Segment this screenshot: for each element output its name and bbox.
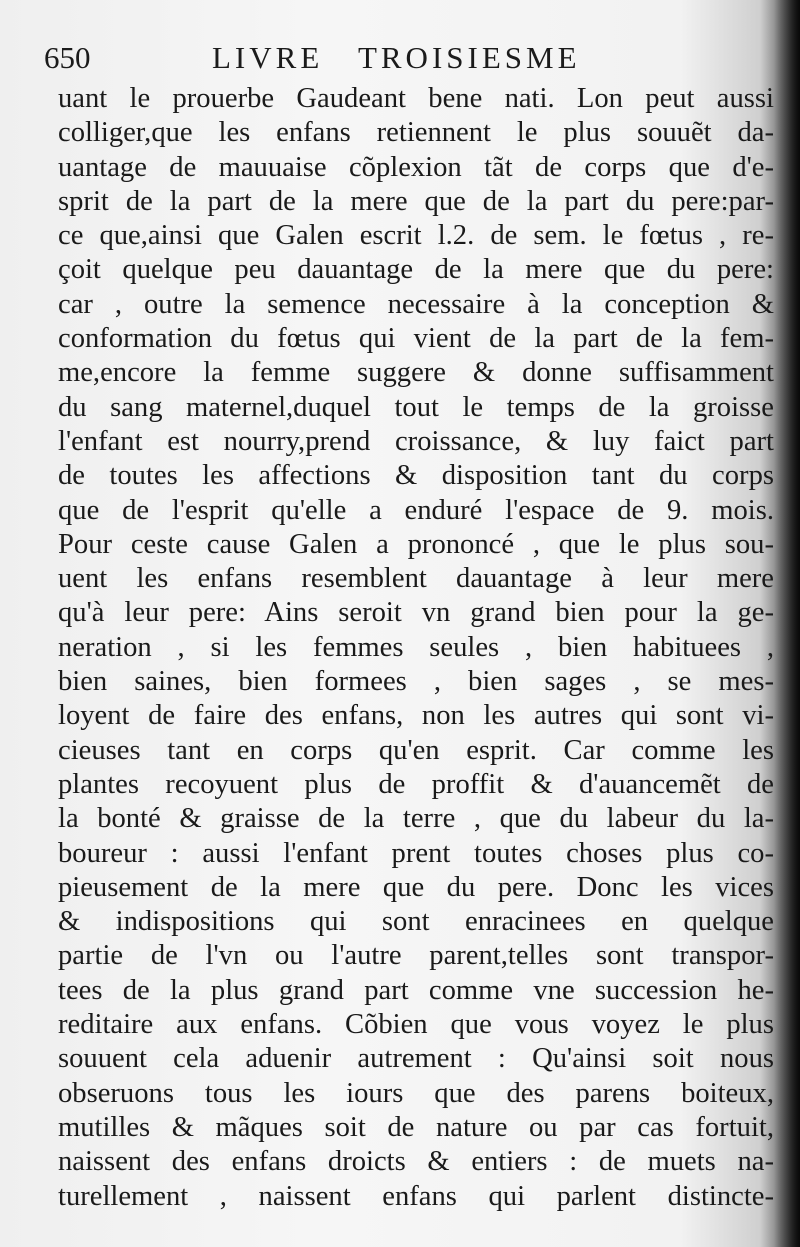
text-line: souuent cela aduenir autrement : Qu'ainsi soit nous bbox=[58, 1043, 774, 1075]
text-line: partie de l'vn ou l'autre parent,telles sont transpor- bbox=[58, 940, 774, 972]
text-line: plantes recoyuent plus de proffit & d'auancemẽt de bbox=[58, 768, 774, 800]
text-line: du sang maternel,duquel tout le temps de la groisse bbox=[58, 391, 774, 423]
text-line: sprit de la part de la mere que de la part du pere:par- bbox=[58, 185, 774, 217]
page-number: 650 bbox=[44, 40, 91, 75]
text-line: & indispositions qui sont enracinees en quelque bbox=[58, 906, 774, 938]
text-line: que de l'esprit qu'elle a enduré l'espace de 9. mois. bbox=[58, 494, 774, 526]
text-line: uant le prouerbe Gaudeant bene nati. Lon peut aussi bbox=[58, 83, 774, 114]
text-line: mutilles & mãques soit de nature ou par cas fortuit, bbox=[58, 1111, 774, 1143]
text-line: naissent des enfans droicts & entiers : de muets na- bbox=[58, 1146, 774, 1178]
text-line: uantage de mauuaise cõplexion tãt de corps que d'e- bbox=[58, 151, 774, 183]
text-line: boureur : aussi l'enfant prent toutes choses plus co- bbox=[58, 837, 774, 869]
text-line: reditaire aux enfans. Cõbien que vous voyez le plus bbox=[58, 1009, 774, 1041]
text-line: cieuses tant en corps qu'en esprit. Car comme les bbox=[58, 734, 774, 766]
text-line: l'enfant est nourry,prend croissance, & luy faict part bbox=[58, 425, 774, 457]
body-text bbox=[58, 82, 774, 1214]
text-line: tees de la plus grand part comme vne succession he- bbox=[58, 974, 774, 1006]
text-line: me,encore la femme suggere & donne suffisamment bbox=[58, 357, 774, 389]
text-line: çoit quelque peu dauantage de la mere que du pere: bbox=[58, 254, 774, 286]
text-line: la bonté & graisse de la terre , que du labeur du la- bbox=[58, 803, 774, 835]
text-line: bien saines, bien formees , bien sages , se mes- bbox=[58, 666, 774, 698]
text-line: de toutes les affections & disposition tant du corps bbox=[58, 460, 774, 492]
running-title: LIVRE TROISIESME bbox=[212, 40, 581, 75]
text-line: colliger,que les enfans retiennent le plus souuẽt da- bbox=[58, 117, 774, 149]
text-line: car , outre la semence necessaire à la conception & bbox=[58, 288, 774, 320]
text-line: Pour ceste cause Galen a prononcé , que le plus sou- bbox=[58, 528, 774, 560]
running-header bbox=[44, 40, 744, 80]
text-line: turellement , naissent enfans qui parlent distincte- bbox=[58, 1180, 774, 1212]
text-line: conformation du fœtus qui vient de la part de la fem- bbox=[58, 323, 774, 355]
text-line: qu'à leur pere: Ains seroit vn grand bien pour la ge- bbox=[58, 597, 774, 629]
text-line: ce que,ainsi que Galen escrit l.2. de sem. le fœtus , re- bbox=[58, 220, 774, 252]
text-line: pieusement de la mere que du pere. Donc les vices bbox=[58, 871, 774, 903]
text-line: neration , si les femmes seules , bien habituees , bbox=[58, 631, 774, 663]
text-line: obseruons tous les iours que des parens boiteux, bbox=[58, 1077, 774, 1109]
binding-shadow bbox=[774, 0, 800, 1247]
text-line: uent les enfans resemblent dauantage à leur mere bbox=[58, 563, 774, 595]
text-line: loyent de faire des enfans, non les autres qui sont vi- bbox=[58, 700, 774, 732]
